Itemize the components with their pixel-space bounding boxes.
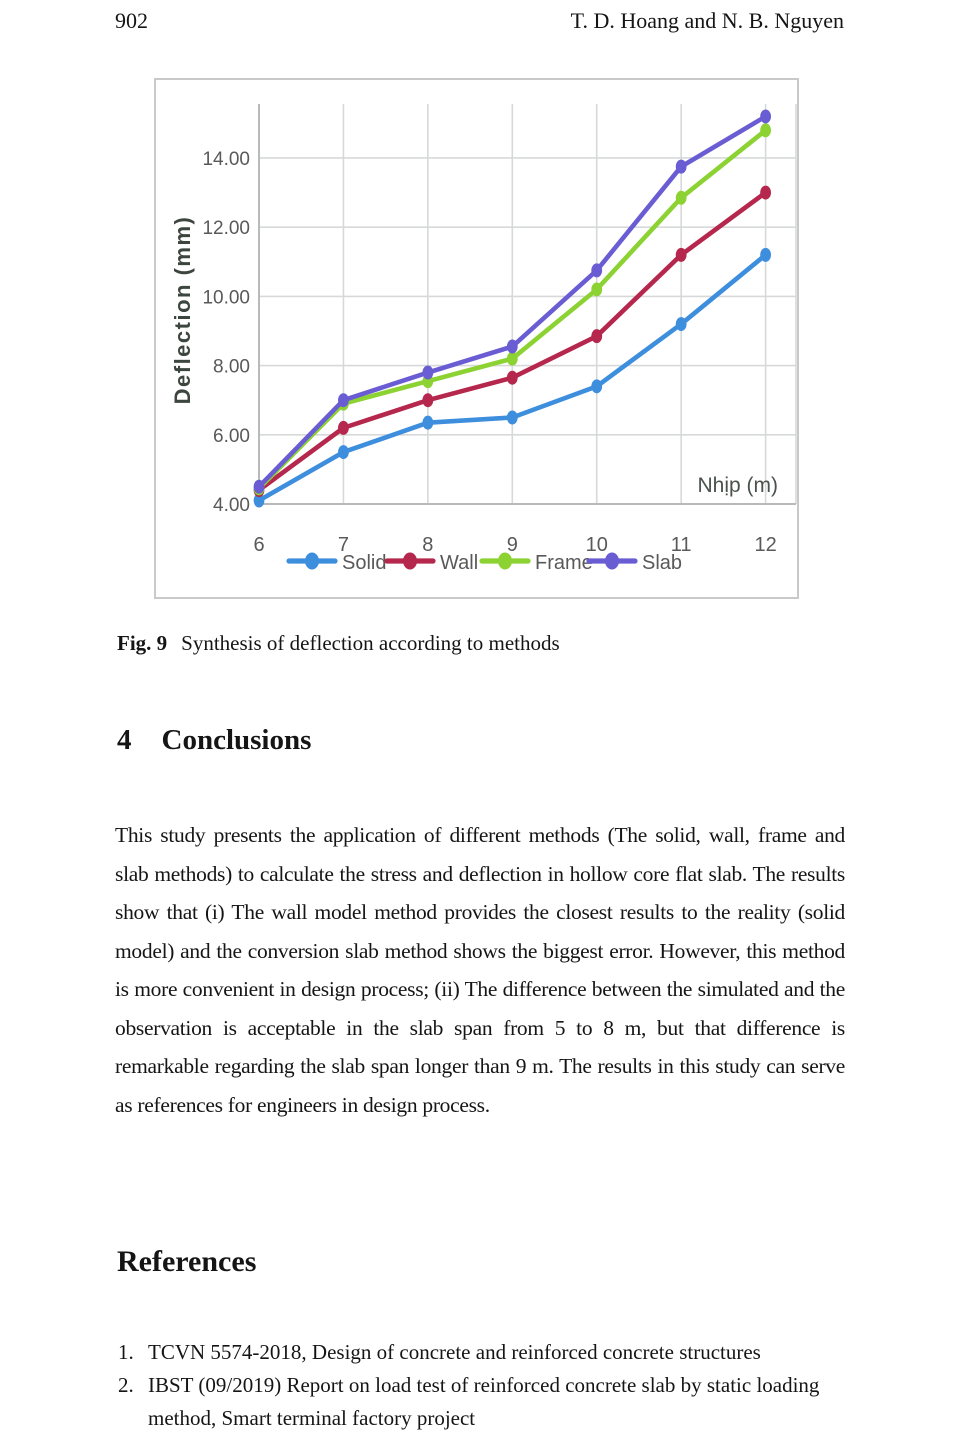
y-tick-label: 6.00 [213, 425, 250, 447]
legend-label: Frame [535, 552, 593, 574]
references-heading: References [117, 1245, 257, 1278]
data-point-wall [338, 421, 349, 435]
data-point-frame [591, 282, 602, 296]
data-point-slab [338, 393, 349, 407]
reference-item [118, 1369, 846, 1435]
data-point-solid [676, 317, 687, 331]
data-point-solid [422, 416, 433, 430]
x-tick-label: 7 [337, 534, 349, 556]
x-tick-label: 11 [670, 534, 692, 556]
legend-label: Slab [642, 552, 683, 574]
data-point-wall [422, 393, 433, 407]
x-tick-label: 9 [506, 534, 518, 556]
page-header [115, 8, 844, 34]
data-point-solid [591, 379, 602, 393]
data-point-wall [507, 371, 518, 385]
y-tick-label: 10.00 [202, 287, 250, 309]
section-title: Conclusions [161, 724, 312, 756]
legend-marker-icon [403, 553, 417, 570]
chart-grid [259, 104, 796, 504]
data-point-slab [254, 480, 265, 494]
x-tick-label: 10 [585, 534, 608, 556]
data-point-solid [338, 445, 349, 459]
figure-9-chart-panel [154, 78, 799, 599]
figure-caption-text: Synthesis of deflection according to methods [181, 631, 560, 655]
y-tick-label: 12.00 [202, 218, 250, 240]
x-axis-title: Nhịp (m) [697, 474, 778, 497]
y-tick-label: 4.00 [213, 495, 250, 516]
data-point-frame [676, 191, 687, 205]
data-point-frame [507, 352, 518, 366]
legend-label: Wall [440, 552, 479, 574]
data-point-slab [422, 366, 433, 380]
y-tick-label: 14.00 [202, 148, 250, 170]
reference-item [118, 1336, 846, 1369]
data-point-wall [676, 248, 687, 262]
running-title: T. D. Hoang and N. B. Nguyen [570, 8, 844, 33]
data-point-slab [676, 160, 687, 174]
reference-text: IBST (09/2019) Report on load test of reinforced concrete slab by static loading method, Smart terminal factory project [148, 1373, 820, 1430]
section-heading [117, 724, 311, 757]
reference-text: TCVN 5574-2018, Design of concrete and reinforced concrete structures [148, 1340, 761, 1364]
reference-number: 2. [118, 1373, 134, 1397]
data-point-slab [760, 109, 771, 123]
data-point-solid [760, 248, 771, 262]
figure-caption-label: Fig. 9 [117, 631, 168, 655]
data-point-slab [507, 340, 518, 354]
reference-number: 1. [118, 1340, 134, 1364]
chart-legend [289, 552, 682, 574]
data-point-wall [591, 329, 602, 343]
references-list [118, 1336, 846, 1435]
deflection-chart [156, 80, 797, 597]
section-number: 4 [117, 724, 132, 756]
data-point-wall [760, 186, 771, 200]
data-point-solid [507, 410, 518, 424]
data-point-frame [760, 123, 771, 137]
x-tick-label: 8 [422, 534, 434, 556]
y-axis-title: Deflection (mm) [170, 215, 195, 405]
x-tick-label: 6 [253, 534, 265, 556]
legend-marker-icon [498, 553, 512, 570]
y-tick-label: 8.00 [213, 356, 250, 378]
page-number: 902 [115, 8, 148, 33]
legend-marker-icon [305, 553, 319, 570]
data-point-slab [591, 263, 602, 277]
legend-marker-icon [605, 553, 619, 570]
legend-label: Solid [342, 552, 387, 574]
figure-caption [117, 631, 846, 656]
conclusions-paragraph: This study presents the application of different methods (The solid, wall, frame and slab methods) to calculate the stress and deflection in hollow core flat slab. The results show that (i) The wall model method provides the closest results to the reality (solid model) and the conversion slab method shows the biggest error. However, this method is more convenient in design process; (ii) The difference between the simulated and the observation is acceptable in the slab span from 5 to 8 m, but that difference is remarkable regarding the slab span longer than 9 m. The results in this study can serve as references for engineers in design process. [115, 823, 845, 1117]
x-tick-label: 12 [754, 534, 777, 556]
